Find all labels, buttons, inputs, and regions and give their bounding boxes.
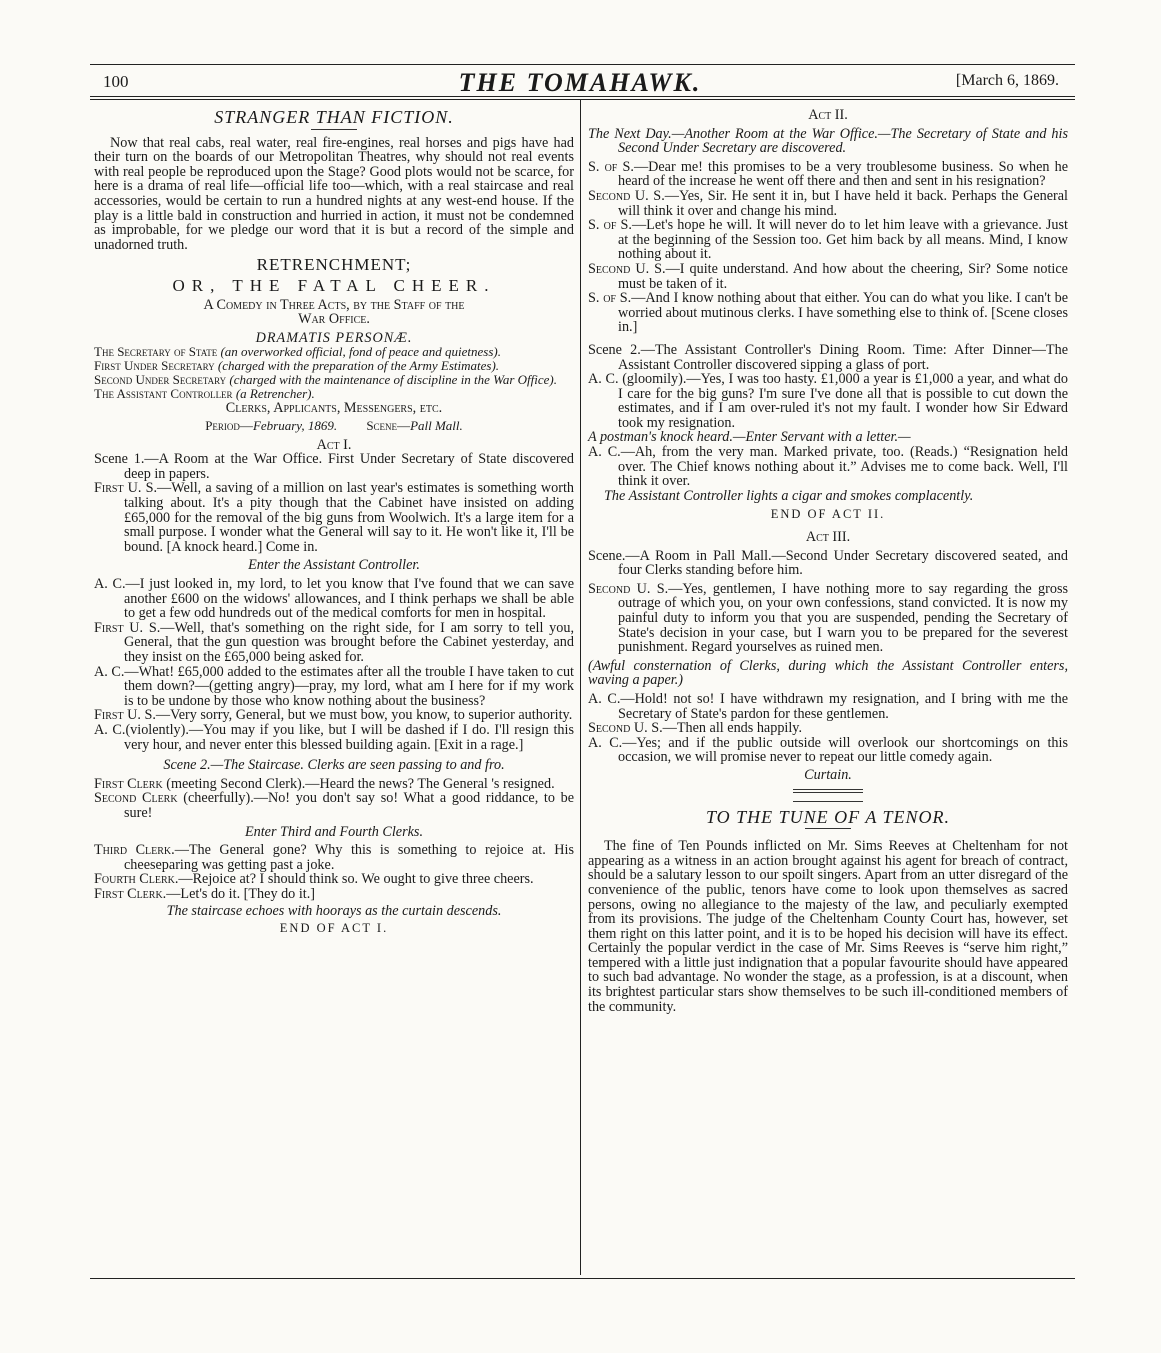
dialogue-line: Second Clerk (cheerfully).—No! you don't say so! What a good riddance, to be sure!: [94, 790, 575, 821]
dialogue-line: Fourth Clerk.—Rejoice at? I should think so. We ought to give three cheers.: [94, 871, 534, 888]
bottom-rule: [90, 1278, 1075, 1279]
left-column: [94, 108, 574, 936]
page-number: 100: [103, 72, 129, 91]
stage-direction: Scene 2.—The Staircase. Clerks are seen passing to and fro.: [163, 757, 505, 774]
stage-direction: A postman's knock heard.—Enter Servant with a letter.—: [588, 429, 911, 446]
persona-item: Second Under Secretary (charged with the maintenance of discipline in the War Office).: [94, 371, 557, 387]
stage-direction: The Assistant Controller lights a cigar and smokes complacently.: [604, 487, 974, 504]
play-title: RETRENCHMENT;: [256, 255, 412, 275]
dialogue-line: S. of S.—Dear me! this promises to be a very troublesome business. So when he heard of the increase he went off there and then and sent in his resignation?: [588, 158, 1068, 190]
top-rule: [90, 64, 1075, 65]
stage-direction: The Next Day.—Another Room at the War Office.—The Secretary of State and his Second Under Secretary are discovered.: [588, 125, 1068, 157]
dialogue-line: First Clerk.—Let's do it. [They do it.]: [94, 885, 315, 902]
personae-list: [94, 345, 574, 400]
column-divider: [580, 100, 581, 1275]
page-header: [95, 70, 1065, 96]
masthead-title: THE TOMAHAWK.: [458, 68, 702, 97]
article-title: STRANGER THAN FICTION.: [214, 107, 454, 127]
act2-heading: Act II.: [808, 107, 848, 123]
dialogue-line: First U. S.—Well, a saving of a million on last year's estimates is something worth talking about. It's a pity though that the Cabinet have insisted on adding £65,000 for the removal of the big guns from Woolwich. It's a large item for a small purpose. I wonder what the General will say to it. He won't like it, I'll be bound. [A knock heard.] Come in.: [94, 480, 574, 555]
dialogue-line: Third Clerk.—The General gone? Why this is something to rejoice at. His cheeseparing was getting past a joke.: [94, 842, 574, 873]
header-rule-2: [90, 99, 1075, 100]
curtain-label: Curtain.: [804, 766, 852, 783]
dialogue-line: First U. S.—Very sorry, General, but we must bow, you know, to superior authority.: [94, 707, 573, 724]
article-title-2: TO THE TUNE OF A TENOR.: [705, 806, 951, 827]
dialogue-line: A. C.—Yes; and if the public outside will overlook our shortcomings on this occasion, we will promise never to repeat our little comedy again.: [588, 734, 1068, 766]
persona-item: The Secretary of State (an overworked official, fond of peace and quietness).: [94, 344, 501, 360]
dialogue-line: S. of S.—And I know nothing about that either. You can do what you like. I can't be worried about mutinous clerks. I have something else to think of. [Scene closes in.]: [588, 290, 1068, 336]
stage-direction: Scene.—A Room in Pall Mall.—Second Under Secretary discovered seated, and four Clerks standing before him.: [588, 547, 1068, 579]
stage-direction: (Awful consternation of Clerks, during which the Assistant Controller enters, waving a paper.): [588, 657, 1068, 689]
dialogue-line: A. C.—I just looked in, my lord, to let you know that I've found that we can save another £600 on the widows' allowances, and I think perhaps we shall be able to get a few odd hundreds out of the medical comforts for men in hospital.: [94, 576, 574, 622]
stage-direction: Scene 1.—A Room at the War Office. First Under Secretary of State discovered deep in papers.: [94, 451, 574, 482]
intro-paragraph: Now that real cabs, real water, real fire-engines, real horses and pigs have had their turn on the boards of our Metropolitan Theatres, why should not real events with real people be reproduced upon the Stage? Good plots would not be scarce, for here is a drama of real life—official life too—which, with a real staircase and real accessories, would be certain to run a hundred nights at any west-end house. If the play is a little bald in construction and hurried in action, it must not be condemned as improbable, for we pledge our word that it is but a record of the simple and unadorned truth.: [94, 134, 574, 253]
stage-direction: The staircase echoes with hoorays as the curtain descends.: [166, 902, 502, 919]
right-column: [588, 108, 1068, 1014]
dialogue-line: A. C.(violently).—You may if you like, but I will be dashed if I do. I'll resign this very hour, and never enter this blessed building again. [Exit in a rage.]: [94, 721, 574, 753]
stage-direction: Enter the Assistant Controller.: [248, 557, 420, 574]
play-description-2: War Office.: [298, 311, 370, 328]
persona-item: The Assistant Controller (a Retrencher).: [94, 385, 315, 401]
play-subtitle: OR, THE FATAL CHEER.: [172, 275, 496, 295]
dialogue-line: A. C.—Ah, from the very man. Marked private, too. (Reads.) “Resignation held over. The Chief knows nothing about it.” Advises me to come back. Well, I'll think it over.: [588, 444, 1068, 490]
dialogue-line: Second U. S.—I quite understand. And how about the cheering, Sir? Some notice must be taken of it.: [588, 260, 1068, 292]
dialogue-line: A. C. (gloomily).—Yes, I was too hasty. £1,000 a year is £1,000 a year, and what do I care for the big guns? I'm sure I've done all that is possible to cut down the estimates, and if I am over-ruled it's not my fault. I wonder how Sir Edward took my resignation.: [588, 371, 1068, 431]
article2-paragraph: The fine of Ten Pounds inflicted on Mr. Sims Reeves at Cheltenham for not appearing as a witness in an action brought against his agent for breach of contract, should be a salutary lesson to our spoilt singers. Apart from an utter disregard of the convenience of the public, tenors have come to look upon themselves as sacred persons, owing no allegiance to the majesty of the law, and peculiarly exempted from its provisions. The judge of the Cheltenham County Court has, however, set them right on this latter point, and it is to be hoped his decision will have its effect. Certainly the popular verdict in the case of Mr. Sims Reeves is “serve him right,” tempered with a little just indignation that a popular favourite should have appeared to such bad advantage. No wonder the stage, as a profession, is at a discount, when its brightest particular stars show themselves to be such ill-conditioned members of the community.: [588, 838, 1068, 1015]
title-rule-2: [805, 828, 851, 829]
issue-date: [March 6, 1869.: [955, 72, 1059, 89]
persona-item: First Under Secretary (charged with the preparation of the Army Estimates).: [94, 358, 500, 374]
dialogue-line: Second U. S.—Yes, gentlemen, I have nothing more to say regarding the gross outrage of which you, on your own confessions, stand convicted. It is now my painful duty to inform you that you are suspended, pending the Secretary of State's decision in your case, but I warn you to be prepared for the severest punishment. Regard yourselves as ruined men.: [588, 580, 1068, 656]
stage-direction: Enter Third and Fourth Clerks.: [244, 823, 423, 840]
end-of-act: END OF ACT I.: [279, 921, 389, 936]
dialogue-line: Second U. S.—Then all ends happily.: [588, 720, 803, 737]
act1-heading: Act I.: [316, 436, 352, 453]
play-description: A Comedy in Three Acts, by the Staff of the: [203, 296, 465, 313]
act3-heading: Act III.: [805, 529, 851, 546]
section-divider: [793, 789, 863, 793]
extras-line: Clerks, Applicants, Messengers, etc.: [225, 399, 443, 416]
dialogue-line: S. of S.—Let's hope he will. It will never do to let him leave with a grievance. Just at the beginning of the Session too. Get him back by all means. Mind, I know nothing about it.: [588, 217, 1068, 263]
title-rule: [311, 129, 357, 130]
dialogue-line: First U. S.—Well, that's something on the right side, for I am sorry to tell you, General, that the gun question was brought before the Cabinet yesterday, and they insist on the £65,000 being asked for.: [94, 619, 575, 665]
section-divider-2: [793, 801, 863, 802]
period-scene-line: Period—February, 1869. Scene—Pall Mall.: [205, 418, 463, 434]
personae-heading: DRAMATIS PERSONÆ.: [255, 329, 413, 346]
dialogue-line: A. C.—Hold! not so! I have withdrawn my resignation, and I bring with me the Secretary of State's pardon for these gentlemen.: [588, 690, 1069, 722]
header-rule: [90, 96, 1075, 97]
end-of-act: END OF ACT II.: [770, 507, 886, 522]
dialogue-line: Second U. S.—Yes, Sir. He sent it in, but I have held it back. Perhaps the General will think it over and change his mind.: [588, 187, 1068, 219]
dialogue-line: First Clerk (meeting Second Clerk).—Heard the news? The General 's resigned.: [94, 775, 555, 792]
stage-direction: Scene 2.—The Assistant Controller's Dining Room. Time: After Dinner—The Assistant Controller discovered sipping a glass of port.: [588, 341, 1068, 373]
dialogue-line: A. C.—What! £65,000 added to the estimates after all the trouble I have taken to cut them down?—(getting angry)—pray, my lord, what am I here for if my work is to be undone by those who know nothing about the business?: [94, 663, 574, 709]
